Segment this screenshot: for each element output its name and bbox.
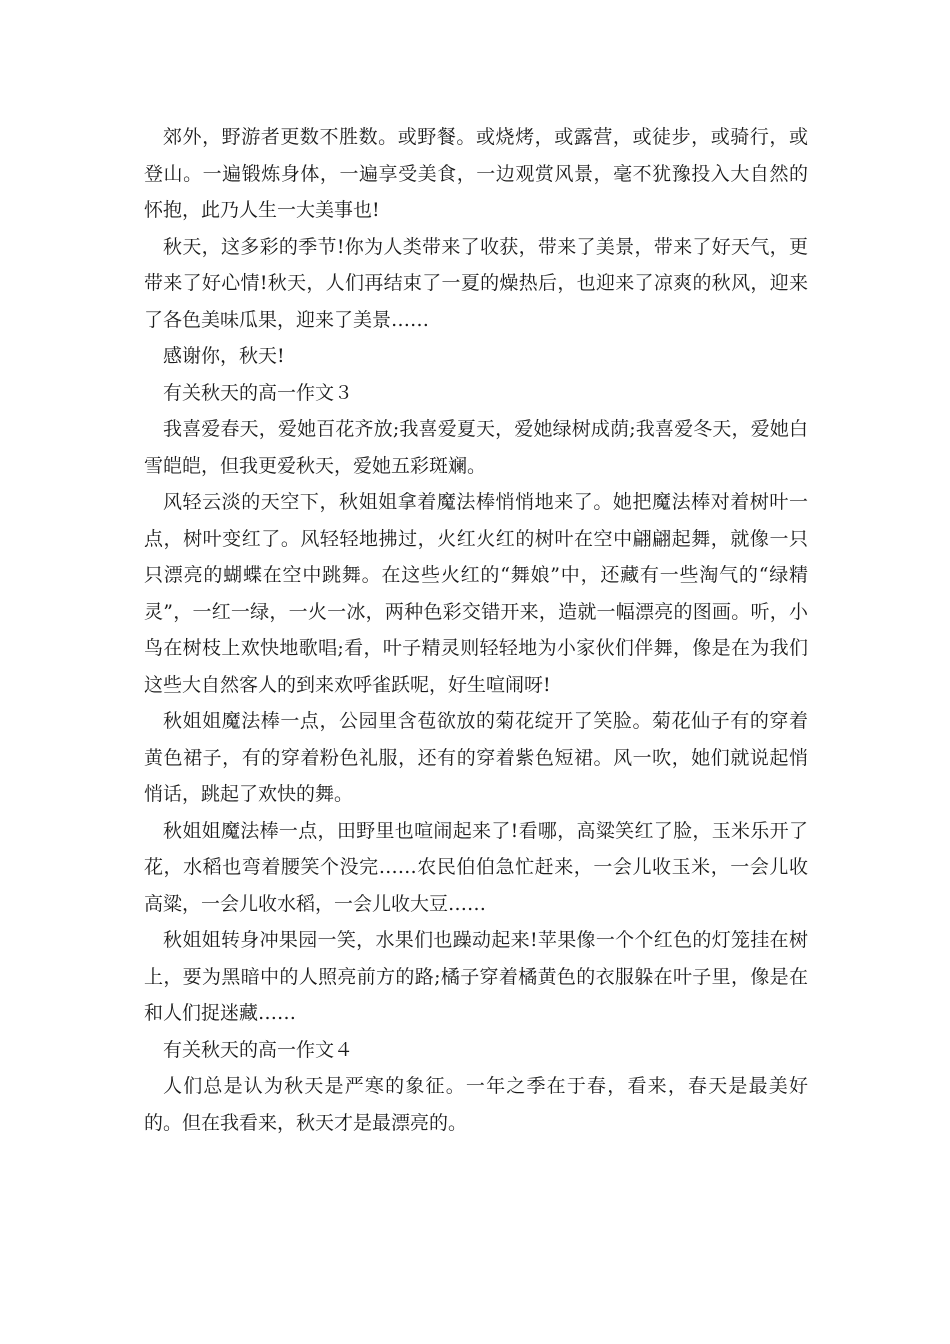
document-body — [144, 119, 808, 1141]
paragraph-fields: 秋姐姐魔法棒一点，田野里也喧闹起来了!看哪，高粱笑红了脸，玉米乐开了花，水稻也弯着腰笑个没完……农民伯伯急忙赶来，一会儿收玉米，一会儿收高粱，一会儿收水稻，一会儿收大豆…… — [144, 819, 808, 915]
paragraph-magic-wand-leaves: 风轻云淡的天空下，秋姐姐拿着魔法棒悄悄地来了。她把魔法棒对着树叶一点，树叶变红了。风轻轻地拂过，火红火红的树叶在空中翩翩起舞，就像一只只漂亮的蝴蝶在空中跳舞。在这些火红的“舞娘”中，还藏有一些淘气的“绿精灵”，一红一绿，一火一冰，两种色彩交错开来，造就一幅漂亮的图画。听，小鸟在树枝上欢快地歌唱;看，叶子精灵则轻轻地为小家伙们伴舞，像是在为我们这些大自然客人的到来欢呼雀跃呢，好生喧闹呀! — [144, 491, 808, 696]
paragraph-most-beautiful: 人们总是认为秋天是严寒的象征。一年之季在于春，看来，春天是最美好的。但在我看来，秋天才是最漂亮的。 — [144, 1075, 808, 1134]
paragraph-colorful-season: 秋天，这多彩的季节!你为人类带来了收获，带来了美景，带来了好天气，更带来了好心情!秋天，人们再结束了一夏的燥热后，也迎来了凉爽的秋风，迎来了各色美味瓜果，迎来了美景…… — [144, 235, 808, 331]
paragraph-outskirts: 郊外，野游者更数不胜数。或野餐。或烧烤，或露营，或徒步，或骑行，或登山。一遍锻炼身体，一遍享受美食，一边观赏风景，毫不犹豫投入大自然的怀抱，此乃人生一大美事也! — [144, 126, 808, 221]
essay-heading-3: 有关秋天的高一作文３ — [163, 381, 354, 404]
essay-heading-4: 有关秋天的高一作文４ — [163, 1038, 354, 1061]
paragraph-chrysanthemum: 秋姐姐魔法棒一点，公园里含苞欲放的菊花绽开了笑脸。菊花仙子有的穿着黄色裙子，有的穿着粉色礼服，还有的穿着紫色短裙。风一吹，她们就说起悄悄话，跳起了欢快的舞。 — [144, 710, 808, 805]
paragraph-orchard: 秋姐姐转身冲果园一笑，水果们也躁动起来!苹果像一个个红色的灯笼挂在树上，要为黑暗中的人照亮前方的路;橘子穿着橘黄色的衣服躲在叶子里，像是在和人们捉迷藏…… — [144, 929, 808, 1024]
paragraph-love-seasons: 我喜爱春天，爱她百花齐放;我喜爱夏天，爱她绿树成荫;我喜爱冬天，爱她白雪皑皑，但我更爱秋天，爱她五彩斑斓。 — [144, 418, 808, 477]
paragraph-thanks-autumn: 感谢你，秋天! — [163, 345, 285, 367]
